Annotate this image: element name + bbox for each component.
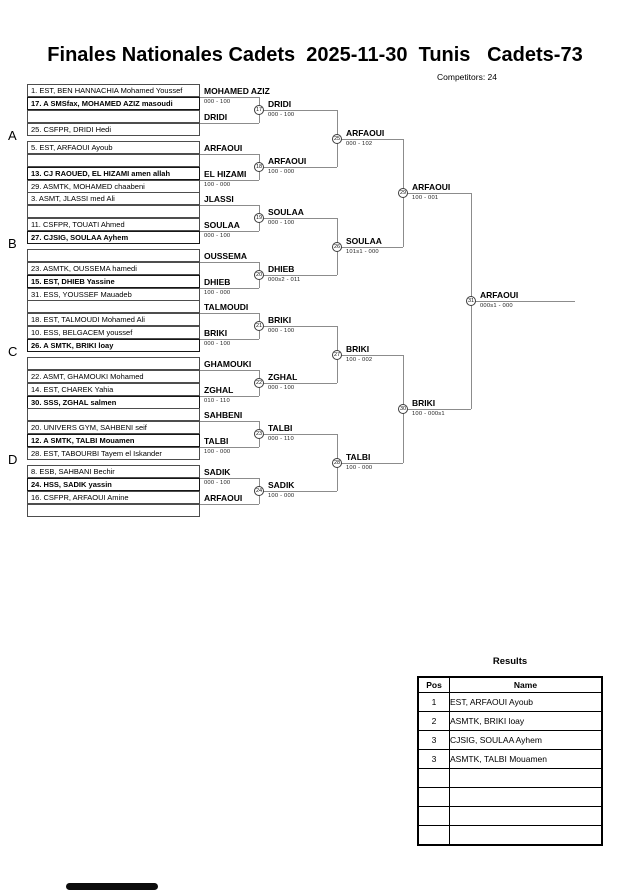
match-number: 18 <box>255 164 263 170</box>
match-line <box>337 355 403 356</box>
entry-box: 8. ESB, SAHBANI Bechir <box>27 465 200 478</box>
entry-box: 14. EST, CHAREK Yahia <box>27 383 200 396</box>
entry-box <box>27 110 200 123</box>
pair-line <box>200 396 259 397</box>
match-winner-name: BRIKI <box>268 315 292 325</box>
match-line <box>259 275 337 276</box>
match-line <box>471 301 575 302</box>
pair-winner-name: TALMOUDI <box>204 302 249 312</box>
pair-winner-name: ARFAOUI <box>204 143 243 153</box>
match-line <box>259 110 337 111</box>
result-pos: 3 <box>418 750 450 769</box>
entry-box <box>27 154 200 167</box>
pair-winner-name: GHAMOUKI <box>204 359 252 369</box>
match-winner-name: DRIDI <box>268 99 292 109</box>
pair-winner-name: TALBI <box>204 436 229 446</box>
pair-line <box>200 421 259 422</box>
result-pos: 2 <box>418 712 450 731</box>
entry-box: 27. CJSIG, SOULAA Ayhem <box>27 231 200 244</box>
match-number: 31 <box>467 297 475 304</box>
pair-score: 100 - 000 <box>204 182 231 188</box>
entry-box: 3. ASMT, JLASSI med Ali <box>27 192 200 205</box>
section-label: D <box>8 452 18 467</box>
match-score: 000 - 100 <box>268 112 295 118</box>
entry-box: 25. CSFPR, DRIDI Hedi <box>27 123 200 136</box>
match-winner-name: SADIK <box>268 480 295 490</box>
entry-box: 17. A SMSfax, MOHAMED AZIZ masoudi <box>27 97 200 110</box>
match-winner-name: BRIKI <box>412 397 436 408</box>
result-pos <box>418 788 450 807</box>
pair-winner-name: DRIDI <box>204 112 228 122</box>
pair-winner-name: BRIKI <box>204 328 228 338</box>
match-score: 100 - 000 <box>346 464 373 471</box>
pair-score: 000 - 100 <box>204 233 231 239</box>
match-number: 17 <box>255 107 263 113</box>
pair-winner-name: MOHAMED AZIZ <box>204 86 270 96</box>
pair-winner-name: ARFAOUI <box>204 493 243 503</box>
match-score: 100 - 000s1 <box>412 410 445 417</box>
entry-box <box>27 205 200 218</box>
pair-line <box>200 288 259 289</box>
match-winner-name: ZGHAL <box>268 372 298 382</box>
match-line <box>259 326 337 327</box>
match-line <box>259 167 337 168</box>
match-winner-name: SOULAA <box>268 207 304 217</box>
result-name: EST, ARFAOUI Ayoub <box>450 693 603 712</box>
pair-score: 010 - 110 <box>204 398 230 404</box>
match-number: 21 <box>255 323 263 329</box>
result-name <box>450 788 603 807</box>
results-row <box>418 807 602 826</box>
match-number: 26 <box>333 243 341 250</box>
result-pos <box>418 826 450 846</box>
result-name: ASMTK, BRIKI loay <box>450 712 603 731</box>
match-score: 000 - 100 <box>268 385 295 391</box>
pair-line <box>200 123 259 124</box>
results-row <box>418 750 602 769</box>
section-label: C <box>8 344 18 359</box>
entry-box: 12. A SMTK, TALBI Mouamen <box>27 434 200 447</box>
result-pos: 3 <box>418 731 450 750</box>
entry-box: 15. EST, DHIEB Yassine <box>27 275 200 288</box>
pair-line <box>200 313 259 314</box>
entry-box: 16. CSFPR, ARFAOUI Amine <box>27 491 200 504</box>
pair-winner-name: ZGHAL <box>204 385 234 395</box>
entry-box: 29. ASMTK, MOHAMED chaabeni <box>27 180 200 193</box>
match-number: 25 <box>333 135 341 142</box>
match-number: 19 <box>255 215 263 221</box>
pair-line <box>200 447 259 448</box>
pair-winner-name: SADIK <box>204 467 231 477</box>
pair-winner-name: SAHBENI <box>204 410 243 420</box>
match-line <box>259 218 337 219</box>
pair-line <box>200 97 259 98</box>
results-table <box>417 676 603 846</box>
match-line <box>403 409 471 410</box>
match-line <box>259 383 337 384</box>
entry-box: 13. CJ RAOUED, EL HIZAMI amen allah <box>27 167 200 180</box>
entry-box: 26. A SMTK, BRIKI loay <box>27 339 200 352</box>
result-name: CJSIG, SOULAA Ayhem <box>450 731 603 750</box>
match-score: 100 - 000 <box>268 493 295 499</box>
results-row <box>418 731 602 750</box>
match-winner-name: DHIEB <box>268 264 295 274</box>
result-pos: 1 <box>418 693 450 712</box>
entry-box: 23. ASMTK, OUSSEMA hamedi <box>27 262 200 275</box>
result-pos <box>418 769 450 788</box>
results-title: Results <box>492 656 528 667</box>
match-number: 30 <box>399 405 407 412</box>
entry-box <box>27 357 200 370</box>
pair-score: 000 - 100 <box>204 480 231 486</box>
results-row <box>418 693 602 712</box>
match-winner-name: SOULAA <box>346 235 382 246</box>
result-name <box>450 826 603 846</box>
match-score: 100 - 000 <box>268 169 295 175</box>
match-winner-name: ARFAOUI <box>268 156 307 166</box>
entry-box: 18. EST, TALMOUDI Mohamed Ali <box>27 313 200 326</box>
entry-box: 24. HSS, SADIK yassin <box>27 478 200 491</box>
match-winner-name: BRIKI <box>346 343 370 354</box>
pair-score: 000 - 100 <box>204 99 231 105</box>
match-line <box>337 463 403 464</box>
match-score: 000s2 - 011 <box>268 277 301 283</box>
page-title: Finales Nationales Cadets 2025-11-30 Tunis Cadets-73 <box>47 44 583 66</box>
competitors-count: Competitors: 24 <box>437 72 497 82</box>
horizontal-scrollbar-thumb[interactable] <box>66 883 158 890</box>
result-name: ASMTK, TALBI Mouamen <box>450 750 603 769</box>
match-winner-name: TALBI <box>346 451 371 462</box>
results-row <box>418 788 602 807</box>
pair-line <box>200 154 259 155</box>
match-winner-name: ARFAOUI <box>412 181 451 192</box>
section-label: A <box>8 128 17 143</box>
entry-box: 22. ASMT, GHAMOUKI Mohamed <box>27 370 200 383</box>
result-name <box>450 769 603 788</box>
pair-score: 100 - 000 <box>204 290 231 296</box>
pair-score: 000 - 100 <box>204 341 231 347</box>
pair-line <box>200 370 259 371</box>
match-number: 22 <box>255 380 263 386</box>
match-winner-name: ARFAOUI <box>480 289 519 300</box>
results-row <box>418 712 602 731</box>
match-line <box>259 434 337 435</box>
entry-box: 11. CSFPR, TOUATI Ahmed <box>27 218 200 231</box>
pair-line <box>200 231 259 232</box>
entry-box: 10. ESS, BELGACEM youssef <box>27 326 200 339</box>
entry-box <box>27 300 200 313</box>
pair-line <box>200 339 259 340</box>
results-row <box>418 826 602 846</box>
match-number: 20 <box>255 272 263 278</box>
match-score: 101s1 - 000 <box>346 248 379 255</box>
pair-line <box>200 504 259 505</box>
entry-box: 1. EST, BEN HANNACHIA Mohamed Youssef <box>27 84 200 97</box>
match-line <box>337 247 403 248</box>
results-row <box>418 769 602 788</box>
match-score: 000 - 102 <box>346 140 373 147</box>
entry-box <box>27 249 200 262</box>
results-col-name: Name <box>450 677 603 693</box>
results-panel <box>417 656 603 846</box>
entry-box: 5. EST, ARFAOUI Ayoub <box>27 141 200 154</box>
match-score: 000 - 100 <box>268 328 295 334</box>
results-header-row <box>418 677 602 693</box>
result-name <box>450 807 603 826</box>
entry-box: 31. ESS, YOUSSEF Mauadeb <box>27 288 200 301</box>
match-number: 28 <box>333 459 341 466</box>
entry-box: 28. EST, TABOURBI Tayem el Iskander <box>27 447 200 460</box>
pair-score: 100 - 000 <box>204 449 231 455</box>
match-line <box>337 139 403 140</box>
entry-box: 30. SSS, ZGHAL salmen <box>27 396 200 409</box>
match-number: 29 <box>399 189 407 196</box>
pair-line <box>200 205 259 206</box>
match-line <box>259 491 337 492</box>
pair-winner-name: SOULAA <box>204 220 240 230</box>
match-score: 000 - 110 <box>268 436 294 442</box>
result-pos <box>418 807 450 826</box>
match-score: 000 - 100 <box>268 220 295 226</box>
match-score: 000s1 - 000 <box>480 302 513 309</box>
entry-box: 20. UNIVERS GYM, SAHBENI seif <box>27 421 200 434</box>
match-score: 100 - 001 <box>412 194 439 201</box>
pair-line <box>200 180 259 181</box>
pair-line <box>200 262 259 263</box>
match-winner-name: ARFAOUI <box>346 127 385 138</box>
match-score: 100 - 002 <box>346 356 373 363</box>
entry-box <box>27 408 200 421</box>
match-number: 24 <box>255 488 263 494</box>
pair-line <box>200 478 259 479</box>
match-number: 27 <box>333 351 341 358</box>
pair-winner-name: OUSSEMA <box>204 251 247 261</box>
match-line <box>403 193 471 194</box>
results-col-pos: Pos <box>418 677 450 693</box>
match-number: 23 <box>255 431 263 437</box>
section-label: B <box>8 236 17 251</box>
match-winner-name: TALBI <box>268 423 293 433</box>
pair-winner-name: DHIEB <box>204 277 231 287</box>
entry-box <box>27 504 200 517</box>
pair-winner-name: JLASSI <box>204 194 234 204</box>
pair-winner-name: EL HIZAMI <box>204 169 247 179</box>
